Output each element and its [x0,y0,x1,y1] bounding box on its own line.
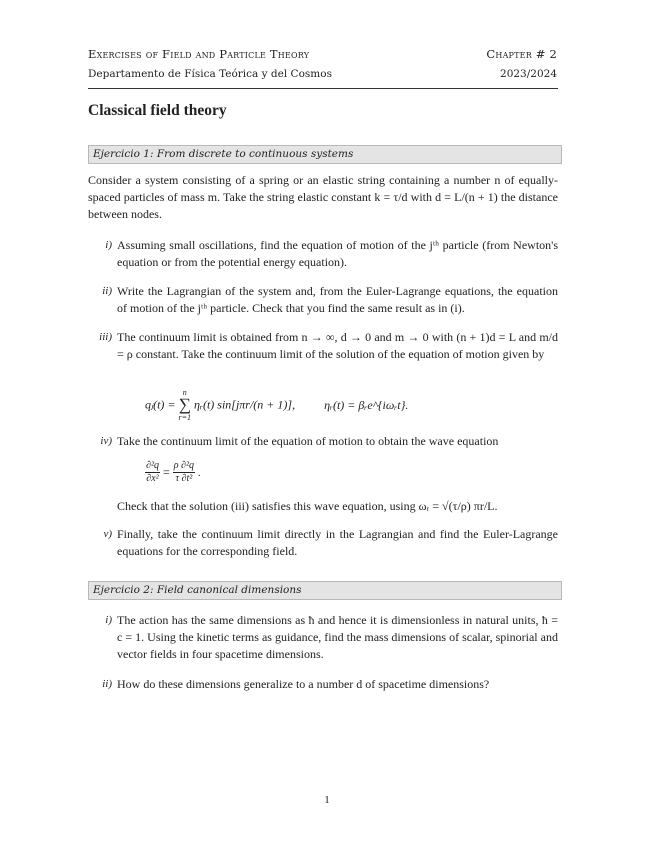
header-rule [88,88,558,89]
item-text: The action has the same dimensions as ħ and hence it is dimensionless in natural units, ħ = c = 1. Using the kinetic terms as guidance, find the mass dimensions of scalar, spinorial and vector fields in four spacetime dimensions. [117,613,558,661]
exercise-1-item-iii [88,329,558,363]
exercise-1-heading: Ejercicio 1: From discrete to continuous systems [88,145,562,164]
item-text: How do these dimensions generalize to a number d of spacetime dimensions? [117,677,490,691]
page-title: Classical field theory [88,102,227,119]
item-label: ii) [102,285,112,297]
item-text: Take the continuum limit of the equation of motion to obtain the wave equation [117,434,499,448]
item-label: ii) [102,678,112,690]
exercise-1-item-iv [88,433,558,450]
item-label: iii) [99,331,112,343]
wave-equation [145,460,201,485]
item-label: i) [105,239,112,251]
check-text: Check that the solution (iii) satisfies this wave equation, using ωᵣ = √(τ/ρ) πr/L. [117,499,498,513]
frac-lhs [145,460,160,485]
page-number: 1 [324,794,330,806]
eq-eta: ηᵣ(t) = βᵣe^{iωᵣt}. [324,397,409,412]
exercise-1-item-v [88,526,558,560]
exercise-2-heading: Ejercicio 2: Field canonical dimensions [88,581,562,600]
den: ∂x² [146,473,159,484]
period: . [197,465,201,479]
header-department: Departamento de Física Teórica y del Cosmos [88,68,332,80]
header-year: 2023/2024 [500,68,557,80]
sum-lower: r=1 [178,413,192,422]
num: ∂²q [146,460,159,471]
item-label: i) [105,614,112,626]
eq-rhs: ηᵣ(t) sin[jπr/(n + 1)], [194,397,296,412]
item-text: Assuming small oscillations, find the equation of motion of the jᵗʰ particle (from Newton's equation or from the potential energy equation). [117,238,558,269]
header-chapter: Chapter # 2 [486,47,557,61]
header-course-title: Exercises of Field and Particle Theory [88,47,310,61]
item-label: iv) [100,435,112,447]
item-text: The continuum limit is obtained from n → ∞, d → 0 and m → 0 with (n + 1)d = L and m/d = ρ constant. Take the continuum limit of the solution of the equation of motion given by [117,330,558,361]
exercise-1-intro: Consider a system consisting of a spring or an elastic string containing a number n of equally-spaced particles of mass m. Take the string elastic constant k = τ/d with d = L/(n + 1) the distance between nodes. [88,173,558,221]
exercise-1-item-i [88,237,558,271]
equals: = [162,465,170,479]
sum-upper: n [182,388,187,397]
frac-rhs [173,460,195,485]
item-text: Write the Lagrangian of the system and, from the Euler-Lagrange equations, the equation of motion of the jᵗʰ particle. Check that you find the same result as in (i). [117,284,558,315]
item-label: v) [103,528,112,540]
exercise-2-item-i [88,612,558,663]
num: ρ ∂²q [173,460,194,471]
exercise-1-check [88,498,558,515]
equation-solution [145,388,408,422]
den: τ ∂t² [175,473,193,484]
eq-lhs: qⱼ(t) = [145,397,179,412]
exercise-1-item-ii [88,283,558,317]
item-text: Finally, take the continuum limit directly in the Lagrangian and find the Euler-Lagrange equations for the corresponding field. [117,527,558,558]
sum-symbol: ∑ [178,395,191,414]
eq-sum [179,388,192,422]
exercise-2-item-ii [88,676,558,693]
